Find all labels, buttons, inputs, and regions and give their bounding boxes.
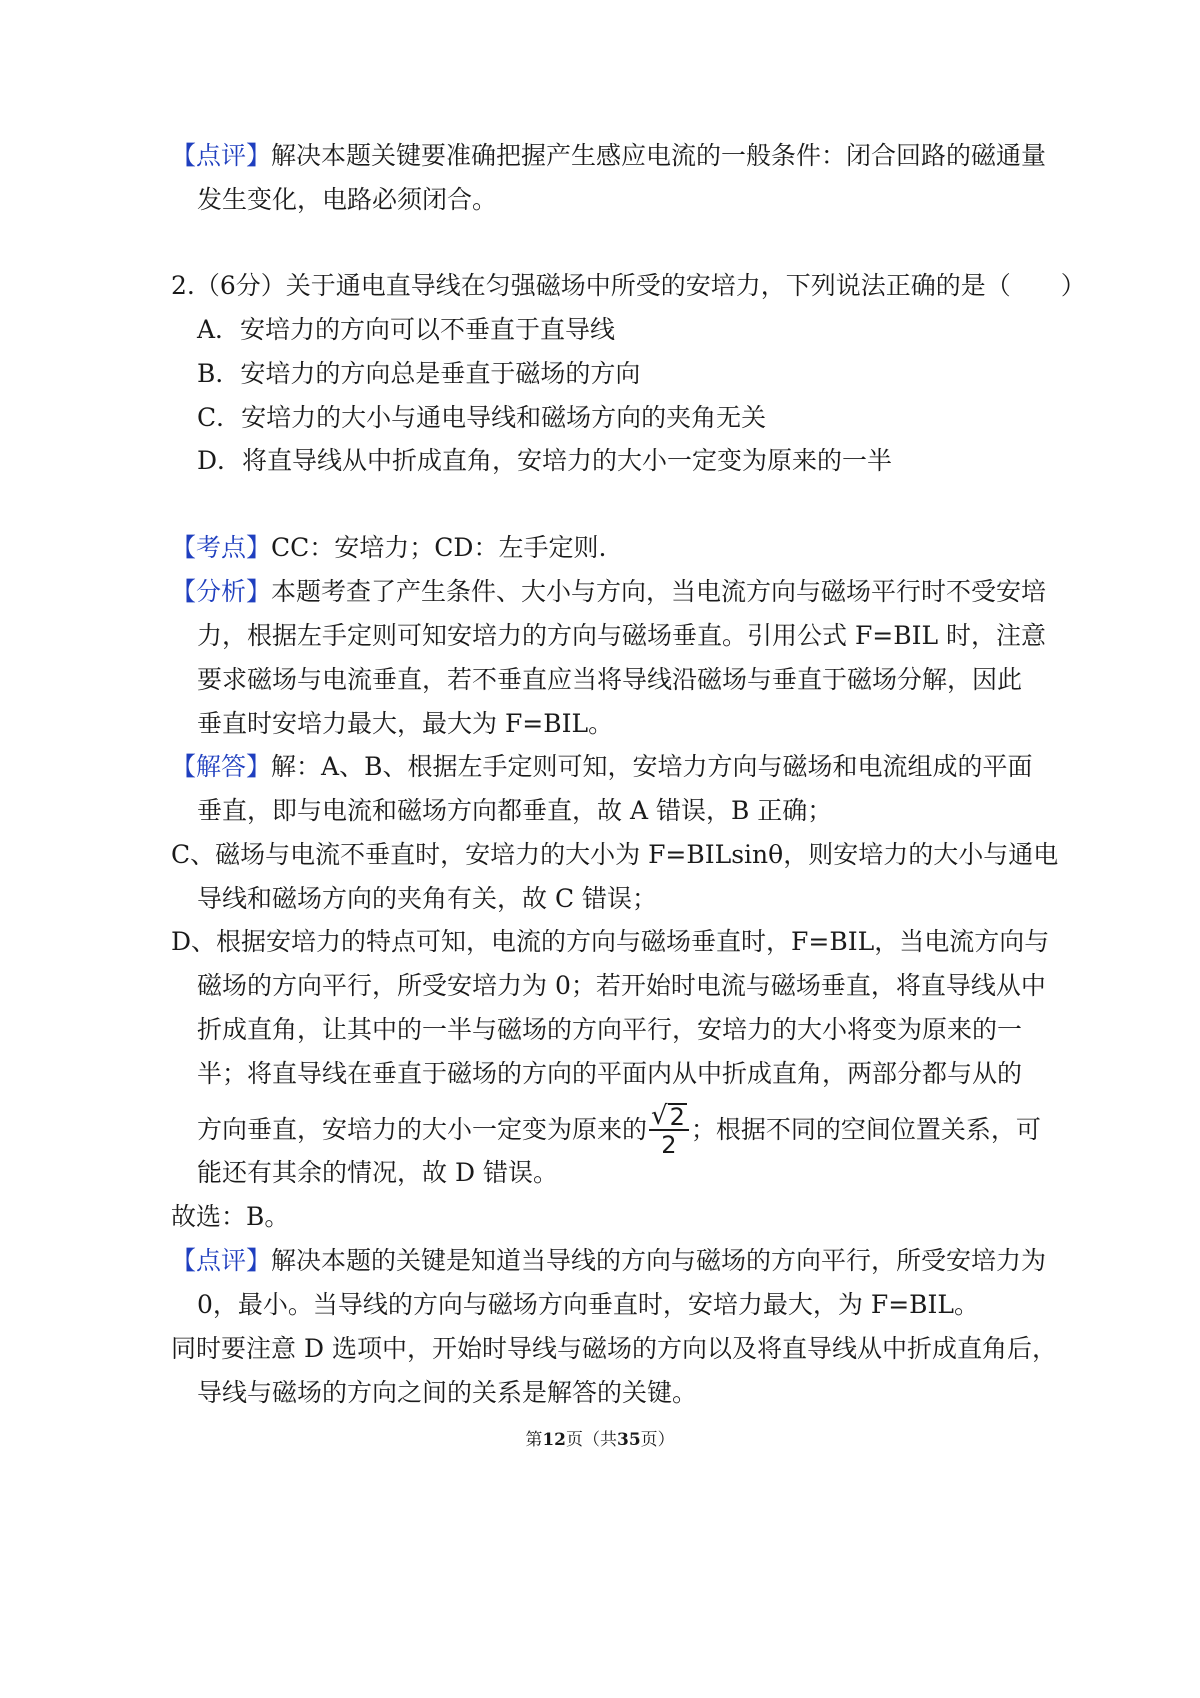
fenxi-line: 垂直时安培力最大，最大为 F=BIL。: [197, 709, 614, 738]
option-a: A．安培力的方向可以不垂直于直导线: [197, 315, 616, 344]
comment-tag: 【点评】: [171, 141, 272, 170]
jieda-c-line: C、磁场与电流不垂直时，安培力的大小为 F=BILsinθ，则安培力的大小与通电: [171, 840, 1059, 869]
kaodian-tag: 【考点】: [171, 533, 272, 562]
fenxi-line: 要求磁场与电流垂直，若不垂直应当将导线沿磁场与垂直于磁场分解，因此: [197, 665, 1023, 694]
footer-mid: 页（共: [566, 1430, 617, 1450]
comment-line: 0，最小。当导线的方向与磁场方向垂直时，安培力最大，为 F=BIL。: [197, 1290, 979, 1319]
footer-prefix: 第: [525, 1430, 543, 1450]
comment-line: 同时要注意 D 选项中，开始时导线与磁场的方向以及将直导线从中折成直角后，: [171, 1334, 1057, 1363]
fraction-denominator: 2: [661, 1130, 677, 1159]
fraction-numerator: [649, 1100, 689, 1131]
kaodian-text: CC：安培力；CD：左手定则.: [271, 533, 607, 562]
sqrt2-over-2-fraction: [649, 1100, 689, 1159]
jieda-d-line: 折成直角，让其中的一半与磁场的方向平行，安培力的大小将变为原来的一: [197, 1015, 1023, 1044]
jieda-d-line: [197, 1102, 1041, 1158]
radical-sign-icon: √: [651, 1100, 668, 1131]
jieda-d-line: 半；将直导线在垂直于磁场的方向的平面内从中折成直角，两部分都与从的: [197, 1059, 1023, 1088]
jieda-text: ；根据不同的空间位置关系，可: [690, 1115, 1041, 1144]
jieda-text: 解：A、B、根据左手定则可知，安培力方向与磁场和电流组成的平面: [271, 752, 1033, 781]
jieda-c-line: 导线和磁场方向的夹角有关，故 C 错误；: [197, 884, 658, 913]
footer-total-pages: 35: [617, 1430, 641, 1450]
option-c: C．安培力的大小与通电导线和磁场方向的夹角无关: [197, 403, 767, 432]
comment-text: 解决本题关键要准确把握产生感应电流的一般条件：闭合回路的磁通量: [271, 141, 1047, 170]
jieda-d-line: 能还有其余的情况，故 D 错误。: [197, 1158, 558, 1187]
fenxi-tag: 【分析】: [171, 577, 272, 606]
page-footer: [0, 1428, 1200, 1452]
radicand: 2: [669, 1102, 685, 1131]
jieda-text: 方向垂直，安培力的大小一定变为原来的: [197, 1115, 648, 1144]
fenxi-text: 本题考查了产生条件、大小与方向，当电流方向与磁场平行时不受安培: [271, 577, 1047, 606]
jieda-line: 垂直，即与电流和磁场方向都垂直，故 A 错误，B 正确；: [197, 796, 833, 825]
kaodian-line: [171, 531, 606, 565]
jieda-tag: 【解答】: [171, 752, 272, 781]
footer-page-number: 12: [542, 1430, 566, 1450]
fenxi-line: [171, 575, 1046, 609]
jieda-line: [171, 750, 1032, 784]
question-stem: 2.（6分）关于通电直导线在匀强磁场中所受的安培力，下列说法正确的是（ ）: [171, 271, 1086, 300]
answer-line: 故选：B。: [171, 1202, 290, 1231]
jieda-d-line: 磁场的方向平行，所受安培力为 0；若开始时电流与磁场垂直，将直导线从中: [197, 971, 1046, 1000]
footer-suffix: 页）: [640, 1430, 675, 1450]
comment-line: 导线与磁场的方向之间的关系是解答的关键。: [197, 1378, 698, 1407]
option-d: D．将直导线从中折成直角，安培力的大小一定变为原来的一半: [197, 446, 893, 475]
option-b: B．安培力的方向总是垂直于磁场的方向: [197, 359, 641, 388]
comment-text: 解决本题的关键是知道当导线的方向与磁场的方向平行，所受安培力为: [271, 1246, 1047, 1275]
jieda-d-line: D、根据安培力的特点可知，电流的方向与磁场垂直时，F=BIL，当电流方向与: [171, 927, 1050, 956]
comment-line: [171, 139, 1046, 173]
comment-tag: 【点评】: [171, 1246, 272, 1275]
comment-line: [171, 1244, 1046, 1278]
fenxi-line: 力，根据左手定则可知安培力的方向与磁场垂直。引用公式 F=BIL 时，注意: [197, 621, 1047, 650]
comment-line: 发生变化，电路必须闭合。: [197, 185, 498, 214]
